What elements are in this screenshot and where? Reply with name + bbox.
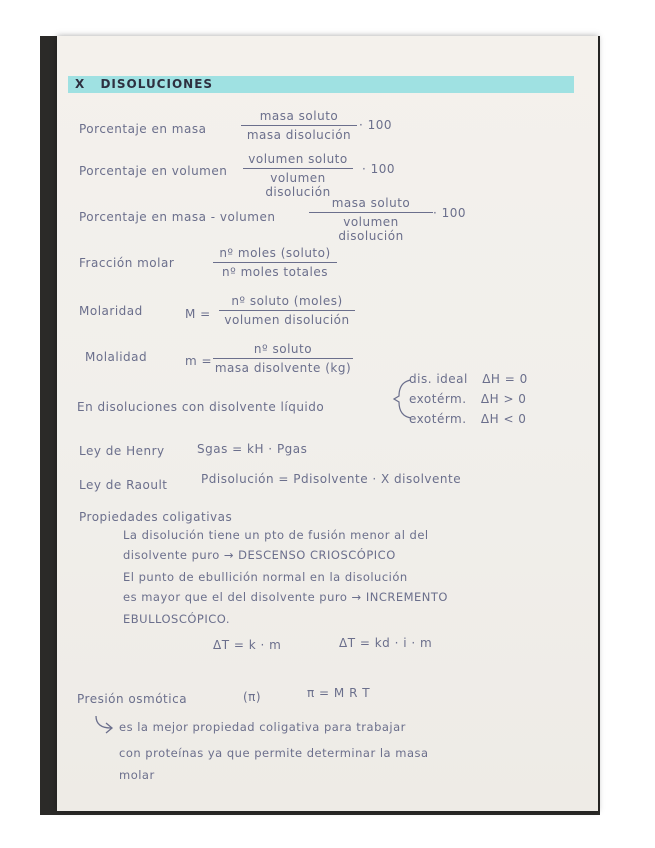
numerator: nº soluto (moles) (231, 294, 343, 308)
osmotica-line: con proteínas ya que permite determinar la masa (119, 746, 429, 760)
osmotica-line: es la mejor propiedad coligativa para trabajar (119, 720, 406, 734)
label-porcentaje-volumen: Porcentaje en volumen (79, 164, 228, 178)
denominator: nº moles totales (222, 265, 328, 279)
henry-label: Ley de Henry (79, 444, 165, 458)
factor: · 100 (359, 118, 393, 132)
denominator: volumen disolución (265, 171, 331, 199)
label-molaridad: Molaridad (79, 304, 143, 318)
fraction-molaridad (219, 294, 355, 327)
molalidad-lhs: m = (185, 354, 213, 368)
denominator: masa disolvente (kg) (214, 361, 352, 375)
case-ideal (409, 372, 528, 386)
henry-formula: Sgas = kH · Pgas (197, 442, 308, 456)
fraction-bar (213, 358, 353, 359)
coligativas-line: EBULLOSCÓPICO. (123, 612, 231, 626)
molaridad-lhs: M = (185, 307, 211, 321)
factor: · 100 (433, 206, 467, 220)
hook-arrow-icon (93, 714, 117, 736)
equation-ebulloscopico: ΔT = kd · i · m (339, 636, 433, 650)
numerator: nº soluto (253, 342, 313, 356)
osmotica-title: Presión osmótica (77, 692, 188, 706)
raoult-label: Ley de Raoult (79, 478, 168, 492)
background (0, 0, 655, 36)
case-exotermica-1 (409, 392, 526, 406)
coligativas-line: La disolución tiene un pto de fusión menor al del (123, 528, 429, 542)
coligativas-line: El punto de ebullición normal en la disolución (123, 570, 408, 584)
fraction-bar (219, 310, 355, 311)
numerator: masa soluto (259, 109, 339, 123)
factor: · 100 (362, 162, 396, 176)
denominator: volumen disolución (338, 215, 404, 243)
osmotica-formula: π = M R T (307, 686, 371, 700)
case-exotermica-2 (409, 412, 526, 426)
fraction-bar (309, 212, 433, 213)
case-value: ΔH < 0 (480, 412, 527, 426)
fraction-molalidad (213, 342, 353, 375)
background (600, 0, 655, 848)
fraction-porcentaje-masa (241, 109, 357, 142)
case-name: exotérm. (409, 412, 467, 426)
fraction-porcentaje-volumen (243, 152, 353, 199)
case-value: ΔH > 0 (480, 392, 527, 406)
denominator: masa disolución (246, 128, 352, 142)
section-name: DISOLUCIONES (100, 77, 214, 91)
numerator: volumen soluto (248, 152, 348, 166)
section-title (75, 77, 213, 91)
coligativas-line: disolvente puro → DESCENSO CRIOSCÓPICO (123, 548, 396, 562)
liquido-text: En disoluciones con disolvente líquido (77, 400, 325, 414)
osmotica-line: molar (119, 768, 155, 782)
denominator: volumen disolución (224, 313, 350, 327)
coligativas-line: es mayor que el del disolvente puro → INCREMENTO (123, 590, 448, 604)
background (0, 815, 655, 848)
fraction-porcentaje-masa-volumen (309, 196, 433, 243)
notebook-page (57, 36, 598, 811)
case-value: ΔH = 0 (482, 372, 528, 386)
case-name: dis. ideal (409, 372, 468, 386)
section-numeral: X (75, 77, 86, 91)
equation-crioscopico: ΔT = k · m (213, 638, 282, 652)
raoult-formula: Pdisolución = Pdisolvente · X disolvente (201, 472, 462, 486)
osmotica-symbol: (π) (243, 690, 262, 704)
fraction-bar (241, 125, 357, 126)
label-fraccion-molar: Fracción molar (79, 256, 175, 270)
background (0, 0, 40, 848)
fraction-fraccion-molar (213, 246, 337, 279)
label-porcentaje-masa: Porcentaje en masa (79, 122, 207, 136)
case-name: exotérm. (409, 392, 467, 406)
numerator: nº moles (soluto) (219, 246, 331, 260)
fraction-bar (243, 168, 353, 169)
label-porcentaje-masa-volumen: Porcentaje en masa - volumen (79, 210, 276, 224)
coligativas-title: Propiedades coligativas (79, 510, 233, 524)
label-molalidad: Molalidad (85, 350, 148, 364)
numerator: masa soluto (331, 196, 411, 210)
fraction-bar (213, 262, 337, 263)
